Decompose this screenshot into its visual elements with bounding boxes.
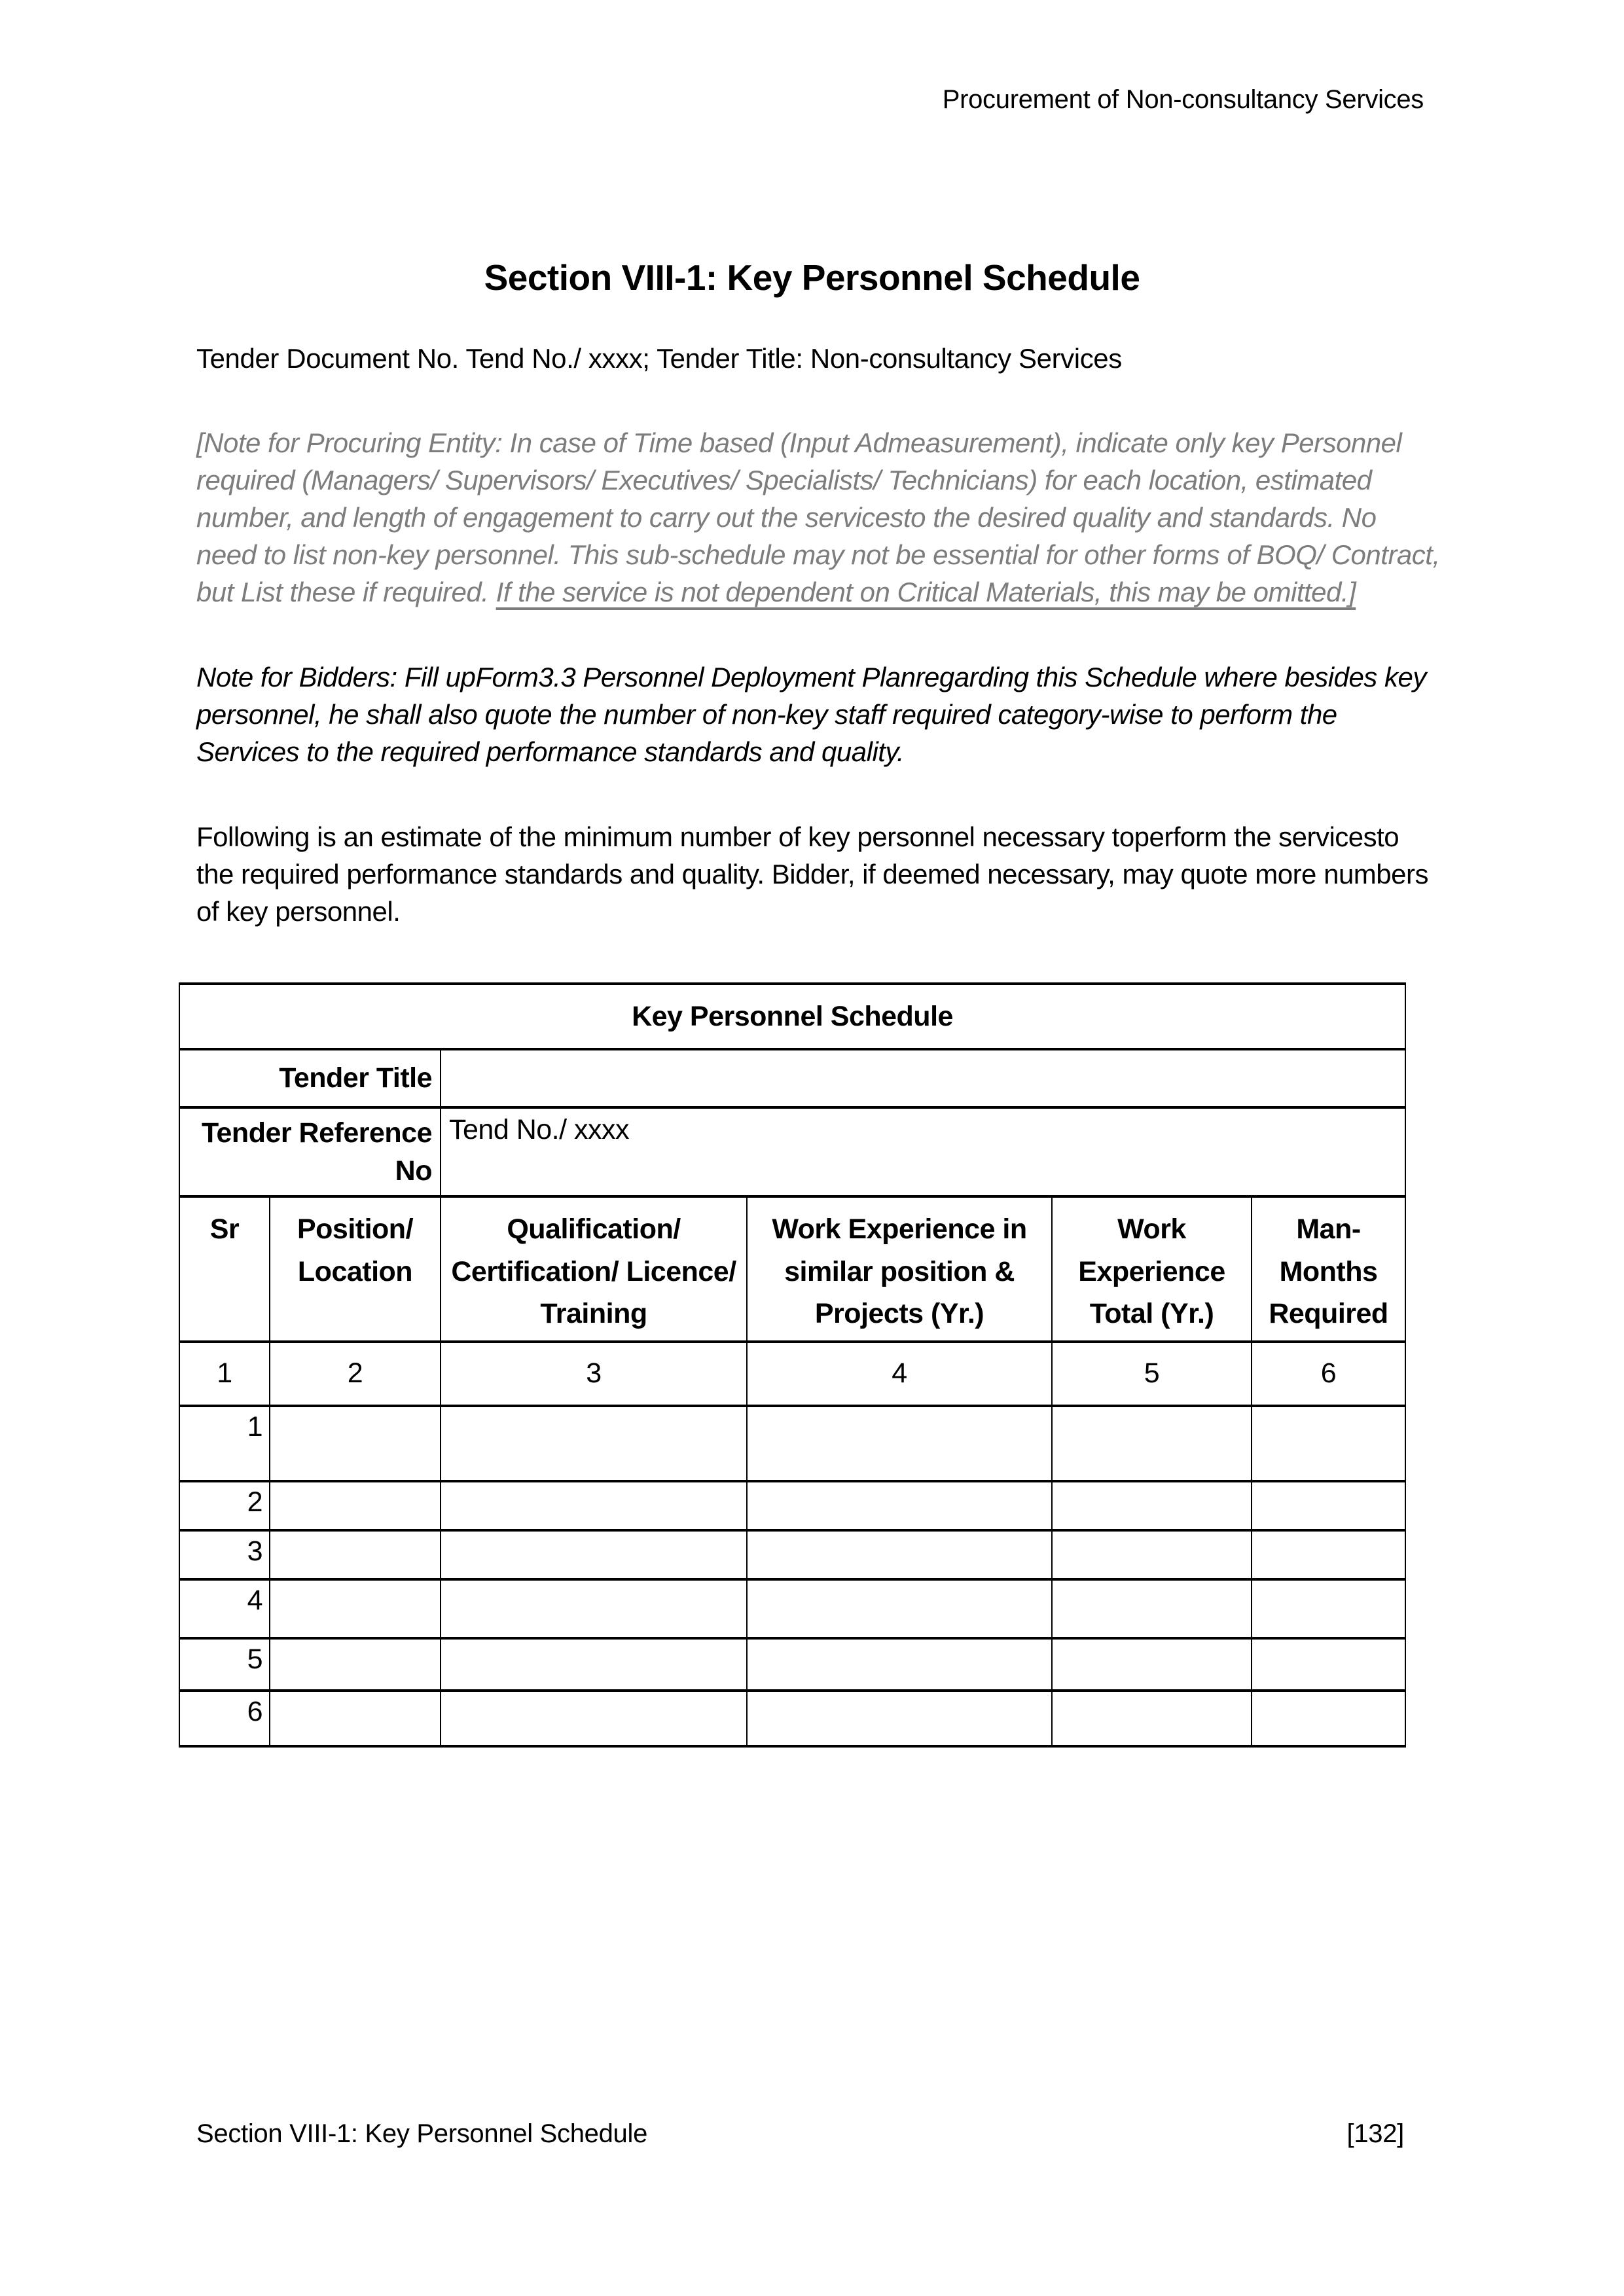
- table-row: [179, 1579, 1405, 1638]
- tender-title-value: [441, 1049, 1405, 1107]
- page-footer: [196, 2119, 1404, 2149]
- empty-cell: [1052, 1530, 1252, 1579]
- row-sr-number: 3: [179, 1530, 270, 1579]
- column-number: 6: [1252, 1342, 1405, 1406]
- empty-cell: [1052, 1406, 1252, 1481]
- empty-cell: [1252, 1638, 1405, 1691]
- empty-cell: [270, 1638, 441, 1691]
- footer-section-title: Section VIII-1: Key Personnel Schedule: [196, 2119, 648, 2148]
- empty-cell: [1052, 1481, 1252, 1530]
- empty-cell: [270, 1579, 441, 1638]
- empty-cell: [1252, 1481, 1405, 1530]
- tender-document-line: Tender Document No. Tend No./ xxxx; Tender Title: Non-consultancy Services: [196, 343, 1122, 374]
- table-header-row: [179, 1196, 1405, 1342]
- table-row: [179, 984, 1405, 1049]
- column-header-sr: Sr: [179, 1196, 270, 1342]
- empty-cell: [270, 1406, 441, 1481]
- empty-cell: [1252, 1579, 1405, 1638]
- table-row: [179, 1691, 1405, 1746]
- note-for-procuring-entity: [196, 424, 1440, 611]
- column-header-position: Position/ Location: [270, 1196, 441, 1342]
- empty-cell: [270, 1530, 441, 1579]
- empty-cell: [747, 1691, 1052, 1746]
- table-row: [179, 1049, 1405, 1107]
- row-sr-number: 1: [179, 1406, 270, 1481]
- column-header-work-exp-total: Work Experience Total (Yr.): [1052, 1196, 1252, 1342]
- empty-cell: [1252, 1530, 1405, 1579]
- intro-paragraph: Following is an estimate of the minimum number of key personnel necessary toperform the servicesto the required performance standards and quality. Bidder, if deemed necessary, may quote more numbers of key personnel.: [196, 821, 1428, 927]
- empty-cell: [441, 1638, 747, 1691]
- page-header-text: Procurement of Non-consultancy Services: [942, 85, 1424, 114]
- empty-cell: [441, 1406, 747, 1481]
- empty-cell: [747, 1638, 1052, 1691]
- empty-cell: [441, 1530, 747, 1579]
- table-caption: Key Personnel Schedule: [179, 984, 1405, 1049]
- empty-cell: [747, 1406, 1052, 1481]
- empty-cell: [747, 1481, 1052, 1530]
- empty-cell: [441, 1481, 747, 1530]
- page-title: Section VIII-1: Key Personnel Schedule: [484, 257, 1140, 298]
- row-sr-number: 2: [179, 1481, 270, 1530]
- empty-cell: [441, 1579, 747, 1638]
- column-header-work-exp-similar: Work Experience in similar position & Projects (Yr.): [747, 1196, 1052, 1342]
- empty-cell: [1052, 1691, 1252, 1746]
- note-for-bidders: Note for Bidders: Fill upForm3.3 Personnel Deployment Planregarding this Schedule where besides key personnel, he shall also quote the number of non-key staff required category-wise to perform the Services to the required performance standards and quality.: [196, 662, 1426, 767]
- column-number: 4: [747, 1342, 1052, 1406]
- table-row: [179, 1481, 1405, 1530]
- tender-title-label: Tender Title: [179, 1049, 441, 1107]
- table-row: [179, 1107, 1405, 1196]
- column-number-row: [179, 1342, 1405, 1406]
- empty-cell: [441, 1691, 747, 1746]
- row-sr-number: 5: [179, 1638, 270, 1691]
- column-header-qualification: Qualification/ Certification/ Licence/ Training: [441, 1196, 747, 1342]
- note-procuring-underlined: If the service is not dependent on Critical Materials, this may be omitted.]: [496, 577, 1356, 607]
- row-sr-number: 4: [179, 1579, 270, 1638]
- empty-cell: [1052, 1579, 1252, 1638]
- empty-cell: [747, 1579, 1052, 1638]
- empty-cell: [1052, 1638, 1252, 1691]
- column-number: 5: [1052, 1342, 1252, 1406]
- empty-cell: [270, 1481, 441, 1530]
- column-number: 1: [179, 1342, 270, 1406]
- note-procuring-plain: [Note for Procuring Entity: In case of Time based (Input Admeasurement), indicate only key Personnel required (Managers/ Supervisors/ Executives/ Specialists/ Technicians) for each location, estimated number, and length of engagement to carry out the servicesto the desired quality and standards. No need to list non-key personnel. This sub-schedule may not be essential for other forms of BOQ/ Contract, but List these if required.: [196, 427, 1440, 607]
- table-row: [179, 1406, 1405, 1481]
- body-content: [196, 424, 1440, 1748]
- column-number: 2: [270, 1342, 441, 1406]
- empty-cell: [270, 1691, 441, 1746]
- table-row: [179, 1638, 1405, 1691]
- empty-cell: [747, 1530, 1052, 1579]
- empty-cell: [1252, 1406, 1405, 1481]
- row-sr-number: 6: [179, 1691, 270, 1746]
- footer-page-number: [132]: [1346, 2119, 1404, 2148]
- table-row: [179, 1530, 1405, 1579]
- column-header-man-months: Man-Months Required: [1252, 1196, 1405, 1342]
- column-number: 3: [441, 1342, 747, 1406]
- empty-cell: [1252, 1691, 1405, 1746]
- key-personnel-schedule-table: [179, 982, 1406, 1748]
- tender-reference-label: Tender Reference No: [179, 1107, 441, 1196]
- tender-reference-value: Tend No./ xxxx: [441, 1107, 1405, 1196]
